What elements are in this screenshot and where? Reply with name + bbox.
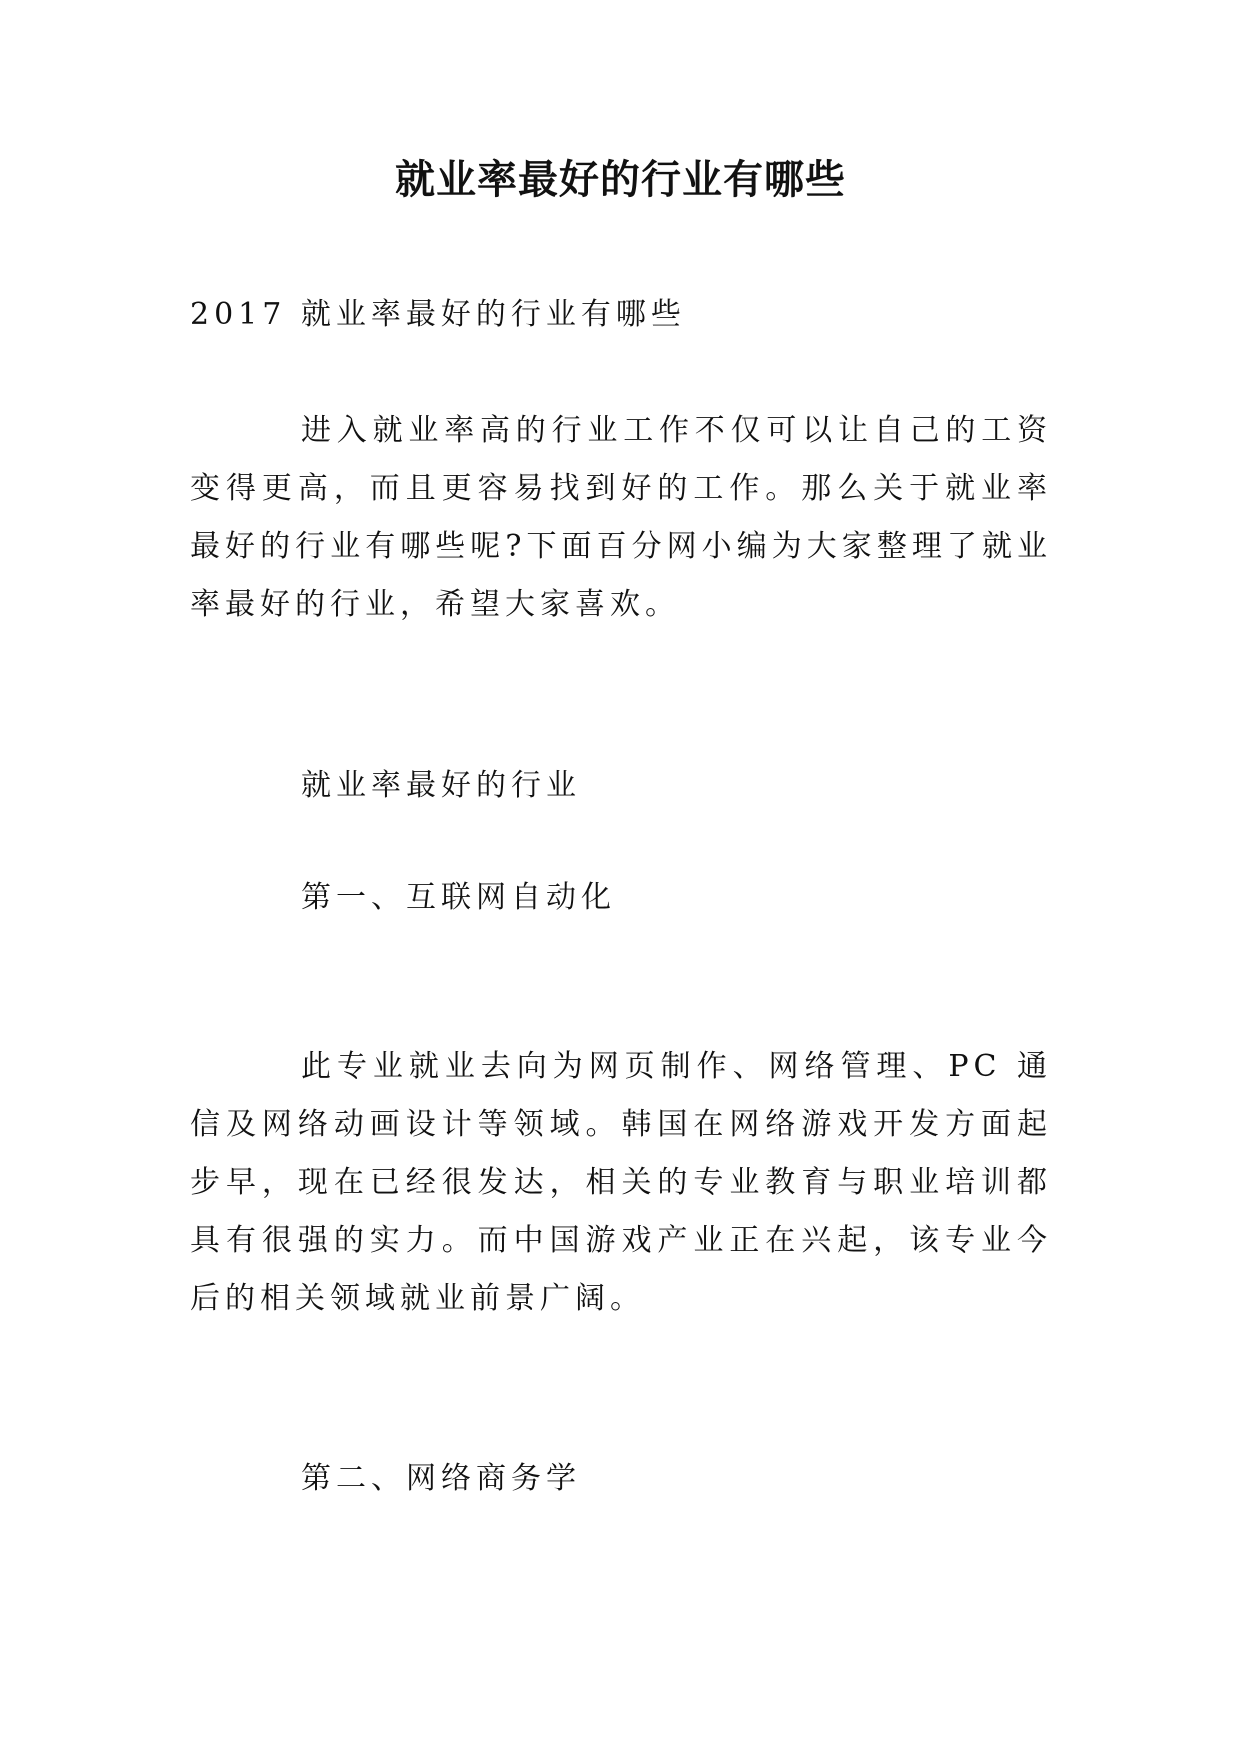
section-heading: 就业率最好的行业	[301, 768, 581, 803]
page-title: 就业率最好的行业有哪些	[395, 156, 846, 203]
item1-heading: 第一、互联网自动化	[301, 880, 616, 915]
item1-body-paragraph: 此专业就业去向为网页制作、网络管理、PC 通信及网络动画设计等领域。韩国在网络游戏开发方面起步早，现在已经很发达，相关的专业教育与职业培训都具有很强的实力。而中国游戏产业正在兴起，该专业今后的相关领域就业前景广阔。	[190, 1049, 1052, 1316]
item2-heading: 第二、网络商务学	[301, 1461, 581, 1496]
intro-paragraph: 进入就业率高的行业工作不仅可以让自己的工资变得更高，而且更容易找到好的工作。那么关于就业率最好的行业有哪些呢?下面百分网小编为大家整理了就业率最好的行业，希望大家喜欢。	[190, 413, 1052, 622]
document-subtitle: 2017 就业率最好的行业有哪些	[190, 297, 686, 332]
